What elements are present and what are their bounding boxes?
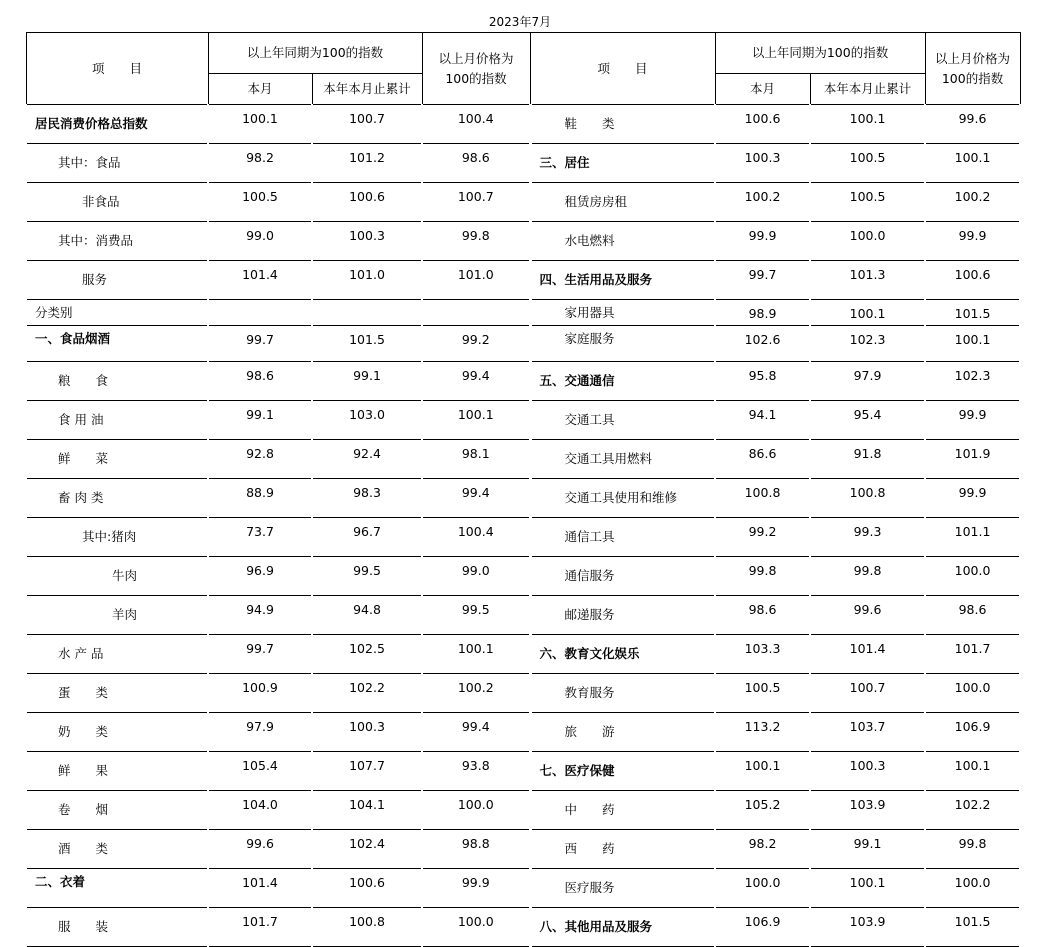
row-this-month-value: 100.0 — [715, 869, 810, 908]
row-item-name: 租赁房房租 — [530, 183, 715, 222]
table-row — [26, 479, 1020, 518]
row-item-name: 八、其他用品及服务 — [530, 908, 715, 947]
row-mom-value: 99.9 — [925, 401, 1020, 440]
table-row — [26, 908, 1020, 947]
row-cumulative-value: 101.3 — [810, 261, 925, 300]
table-row — [26, 183, 1020, 222]
row-mom-value: 100.1 — [925, 144, 1020, 183]
row-item-name: 粮 食 — [26, 362, 208, 401]
table-row — [26, 401, 1020, 440]
row-this-month-value: 100.9 — [208, 674, 312, 713]
row-item-name: 二、衣着 — [26, 869, 208, 908]
row-mom-value: 99.8 — [422, 222, 530, 261]
left-item-header: 项 目 — [26, 33, 208, 105]
row-this-month-value: 99.1 — [208, 401, 312, 440]
row-item-name: 家用器具 — [530, 300, 715, 326]
row-mom-value: 100.6 — [925, 261, 1020, 300]
row-item-name: 奶 类 — [26, 713, 208, 752]
row-item-name: 水电燃料 — [530, 222, 715, 261]
row-this-month-value: 99.7 — [208, 635, 312, 674]
row-item-name: 西 药 — [530, 830, 715, 869]
row-item-name: 其中：消费品 — [26, 222, 208, 261]
row-this-month-value: 103.3 — [715, 635, 810, 674]
row-cumulative-value: 102.4 — [312, 830, 422, 869]
row-this-month-value: 99.9 — [715, 222, 810, 261]
table-row — [26, 869, 1020, 908]
row-mom-value: 99.2 — [422, 326, 530, 362]
row-this-month-value: 97.9 — [208, 713, 312, 752]
table-row — [26, 440, 1020, 479]
row-mom-value: 100.1 — [422, 401, 530, 440]
table-row — [26, 300, 1020, 326]
table-row — [26, 518, 1020, 557]
row-this-month-value: 98.6 — [208, 362, 312, 401]
row-this-month-value: 101.7 — [208, 908, 312, 947]
row-cumulative-value: 100.3 — [312, 222, 422, 261]
row-item-name: 鲜 菜 — [26, 440, 208, 479]
row-item-name: 鞋 类 — [530, 105, 715, 144]
table-row — [26, 105, 1020, 144]
row-item-name: 五、交通通信 — [530, 362, 715, 401]
left-mom-header: 以上月价格为 100的指数 — [422, 33, 530, 105]
row-cumulative-value: 100.5 — [810, 144, 925, 183]
row-mom-value: 100.7 — [422, 183, 530, 222]
row-cumulative-value: 107.7 — [312, 752, 422, 791]
table-row — [26, 362, 1020, 401]
row-mom-value: 99.9 — [925, 222, 1020, 261]
row-cumulative-value: 102.2 — [312, 674, 422, 713]
row-mom-value: 99.8 — [925, 830, 1020, 869]
row-this-month-value: 102.6 — [715, 326, 810, 362]
row-item-name: 畜 肉 类 — [26, 479, 208, 518]
row-mom-value: 98.6 — [422, 144, 530, 183]
row-this-month-value: 101.4 — [208, 261, 312, 300]
row-this-month-value: 96.9 — [208, 557, 312, 596]
row-cumulative-value: 102.3 — [810, 326, 925, 362]
row-item-name: 居民消费价格总指数 — [26, 105, 208, 144]
table-row — [26, 144, 1020, 183]
row-cumulative-value: 99.3 — [810, 518, 925, 557]
row-mom-value: 99.6 — [925, 105, 1020, 144]
row-item-name: 家庭服务 — [530, 326, 715, 362]
row-mom-value: 102.2 — [925, 791, 1020, 830]
row-mom-value: 101.0 — [422, 261, 530, 300]
row-this-month-value: 99.8 — [715, 557, 810, 596]
row-this-month-value: 99.2 — [715, 518, 810, 557]
left-yoy-header: 以上年同期为100的指数 — [208, 33, 422, 74]
row-item-name: 医疗服务 — [530, 869, 715, 908]
row-cumulative-value: 100.1 — [810, 300, 925, 326]
row-this-month-value: 94.9 — [208, 596, 312, 635]
row-mom-value: 99.0 — [422, 557, 530, 596]
row-mom-value: 100.0 — [422, 908, 530, 947]
row-cumulative-value: 97.9 — [810, 362, 925, 401]
row-mom-value: 98.6 — [925, 596, 1020, 635]
right-cumulative-header: 本年本月止累计 — [810, 74, 925, 105]
right-yoy-header: 以上年同期为100的指数 — [715, 33, 925, 74]
row-mom-value: 100.0 — [925, 869, 1020, 908]
row-mom-value — [422, 300, 530, 326]
row-mom-value: 99.5 — [422, 596, 530, 635]
row-item-name: 教育服务 — [530, 674, 715, 713]
row-this-month-value: 88.9 — [208, 479, 312, 518]
row-cumulative-value: 92.4 — [312, 440, 422, 479]
row-cumulative-value: 103.0 — [312, 401, 422, 440]
row-this-month-value: 86.6 — [715, 440, 810, 479]
row-cumulative-value: 102.5 — [312, 635, 422, 674]
row-cumulative-value: 103.9 — [810, 791, 925, 830]
table-row — [26, 222, 1020, 261]
row-item-name: 其中:猪肉 — [26, 518, 208, 557]
row-this-month-value: 100.3 — [715, 144, 810, 183]
row-cumulative-value: 100.5 — [810, 183, 925, 222]
row-item-name: 交通工具用燃料 — [530, 440, 715, 479]
row-mom-value: 106.9 — [925, 713, 1020, 752]
row-mom-value: 100.1 — [422, 635, 530, 674]
row-item-name: 六、教育文化娱乐 — [530, 635, 715, 674]
row-mom-value: 101.9 — [925, 440, 1020, 479]
row-this-month-value: 99.7 — [208, 326, 312, 362]
table-row — [26, 752, 1020, 791]
left-this-month-header: 本月 — [208, 74, 312, 105]
table-row — [26, 791, 1020, 830]
row-cumulative-value: 100.0 — [810, 222, 925, 261]
table-caption-date: 2023年7月 — [488, 15, 552, 29]
row-mom-value: 99.9 — [925, 479, 1020, 518]
row-mom-value: 99.9 — [422, 869, 530, 908]
row-item-name: 交通工具 — [530, 401, 715, 440]
row-item-name: 非食品 — [26, 183, 208, 222]
row-cumulative-value: 101.4 — [810, 635, 925, 674]
row-item-name: 中 药 — [530, 791, 715, 830]
row-mom-value: 100.1 — [925, 752, 1020, 791]
row-this-month-value: 100.1 — [715, 752, 810, 791]
row-cumulative-value: 100.7 — [810, 674, 925, 713]
row-cumulative-value: 91.8 — [810, 440, 925, 479]
row-this-month-value: 98.2 — [715, 830, 810, 869]
row-this-month-value: 106.9 — [715, 908, 810, 947]
row-item-name: 酒 类 — [26, 830, 208, 869]
right-mom-header: 以上月价格为 100的指数 — [925, 33, 1020, 105]
row-this-month-value: 105.2 — [715, 791, 810, 830]
row-this-month-value: 100.6 — [715, 105, 810, 144]
row-this-month-value: 100.5 — [715, 674, 810, 713]
row-item-name: 邮递服务 — [530, 596, 715, 635]
row-cumulative-value: 100.8 — [312, 908, 422, 947]
table-row — [26, 635, 1020, 674]
row-cumulative-value: 101.2 — [312, 144, 422, 183]
row-mom-value: 99.4 — [422, 713, 530, 752]
row-item-name: 七、医疗保健 — [530, 752, 715, 791]
row-this-month-value: 105.4 — [208, 752, 312, 791]
row-mom-value: 100.0 — [925, 674, 1020, 713]
row-this-month-value: 99.7 — [715, 261, 810, 300]
row-item-name: 通信工具 — [530, 518, 715, 557]
row-mom-value: 100.0 — [925, 557, 1020, 596]
table-body — [26, 105, 1020, 947]
row-mom-value: 100.4 — [422, 105, 530, 144]
row-item-name: 蛋 类 — [26, 674, 208, 713]
table-row — [26, 326, 1020, 362]
row-item-name: 服 装 — [26, 908, 208, 947]
row-cumulative-value: 100.1 — [810, 869, 925, 908]
row-item-name: 食 用 油 — [26, 401, 208, 440]
table-row — [26, 261, 1020, 300]
row-cumulative-value: 101.0 — [312, 261, 422, 300]
row-cumulative-value: 100.7 — [312, 105, 422, 144]
row-this-month-value — [208, 300, 312, 326]
right-item-header: 项 目 — [530, 33, 715, 105]
row-cumulative-value: 98.3 — [312, 479, 422, 518]
row-item-name: 三、居住 — [530, 144, 715, 183]
table-row — [26, 557, 1020, 596]
row-this-month-value: 99.0 — [208, 222, 312, 261]
row-this-month-value: 100.2 — [715, 183, 810, 222]
row-item-name: 服务 — [26, 261, 208, 300]
row-cumulative-value: 99.8 — [810, 557, 925, 596]
row-cumulative-value — [312, 300, 422, 326]
row-mom-value: 100.2 — [925, 183, 1020, 222]
row-item-name: 鲜 果 — [26, 752, 208, 791]
row-item-name: 卷 烟 — [26, 791, 208, 830]
row-item-name: 一、食品烟酒 — [26, 326, 208, 362]
row-this-month-value: 100.1 — [208, 105, 312, 144]
table-row — [26, 713, 1020, 752]
row-this-month-value: 100.8 — [715, 479, 810, 518]
row-cumulative-value: 94.8 — [312, 596, 422, 635]
table-row — [26, 596, 1020, 635]
row-cumulative-value: 100.3 — [312, 713, 422, 752]
row-item-name: 旅 游 — [530, 713, 715, 752]
row-mom-value: 93.8 — [422, 752, 530, 791]
row-item-name: 通信服务 — [530, 557, 715, 596]
row-cumulative-value: 100.3 — [810, 752, 925, 791]
row-this-month-value: 104.0 — [208, 791, 312, 830]
row-cumulative-value: 99.5 — [312, 557, 422, 596]
row-cumulative-value: 99.1 — [810, 830, 925, 869]
row-item-name: 羊肉 — [26, 596, 208, 635]
row-mom-value: 102.3 — [925, 362, 1020, 401]
row-cumulative-value: 96.7 — [312, 518, 422, 557]
row-item-name: 四、生活用品及服务 — [530, 261, 715, 300]
right-this-month-header: 本月 — [715, 74, 810, 105]
row-cumulative-value: 104.1 — [312, 791, 422, 830]
row-this-month-value: 99.6 — [208, 830, 312, 869]
row-cumulative-value: 101.5 — [312, 326, 422, 362]
row-cumulative-value: 103.7 — [810, 713, 925, 752]
row-mom-value: 101.7 — [925, 635, 1020, 674]
row-item-name: 分类别 — [26, 300, 208, 326]
row-mom-value: 98.8 — [422, 830, 530, 869]
row-mom-value: 98.1 — [422, 440, 530, 479]
row-item-name: 交通工具使用和维修 — [530, 479, 715, 518]
row-this-month-value: 94.1 — [715, 401, 810, 440]
row-mom-value: 100.2 — [422, 674, 530, 713]
row-this-month-value: 100.5 — [208, 183, 312, 222]
row-cumulative-value: 95.4 — [810, 401, 925, 440]
row-mom-value: 101.1 — [925, 518, 1020, 557]
row-item-name: 其中：食品 — [26, 144, 208, 183]
row-mom-value: 99.4 — [422, 362, 530, 401]
row-cumulative-value: 99.1 — [312, 362, 422, 401]
row-this-month-value: 98.6 — [715, 596, 810, 635]
left-cumulative-header: 本年本月止累计 — [312, 74, 422, 105]
cpi-index-table — [25, 32, 1021, 947]
row-cumulative-value: 99.6 — [810, 596, 925, 635]
row-this-month-value: 95.8 — [715, 362, 810, 401]
row-mom-value: 100.4 — [422, 518, 530, 557]
row-cumulative-value: 100.8 — [810, 479, 925, 518]
row-this-month-value: 113.2 — [715, 713, 810, 752]
row-cumulative-value: 100.1 — [810, 105, 925, 144]
row-mom-value: 99.4 — [422, 479, 530, 518]
table-row — [26, 830, 1020, 869]
row-item-name: 水 产 品 — [26, 635, 208, 674]
row-cumulative-value: 103.9 — [810, 908, 925, 947]
row-mom-value: 100.1 — [925, 326, 1020, 362]
row-mom-value: 100.0 — [422, 791, 530, 830]
row-this-month-value: 92.8 — [208, 440, 312, 479]
row-this-month-value: 101.4 — [208, 869, 312, 908]
table-row — [26, 674, 1020, 713]
row-mom-value: 101.5 — [925, 300, 1020, 326]
row-this-month-value: 73.7 — [208, 518, 312, 557]
row-this-month-value: 98.2 — [208, 144, 312, 183]
row-cumulative-value: 100.6 — [312, 869, 422, 908]
row-mom-value: 101.5 — [925, 908, 1020, 947]
row-cumulative-value: 100.6 — [312, 183, 422, 222]
row-this-month-value: 98.9 — [715, 300, 810, 326]
row-item-name: 牛肉 — [26, 557, 208, 596]
